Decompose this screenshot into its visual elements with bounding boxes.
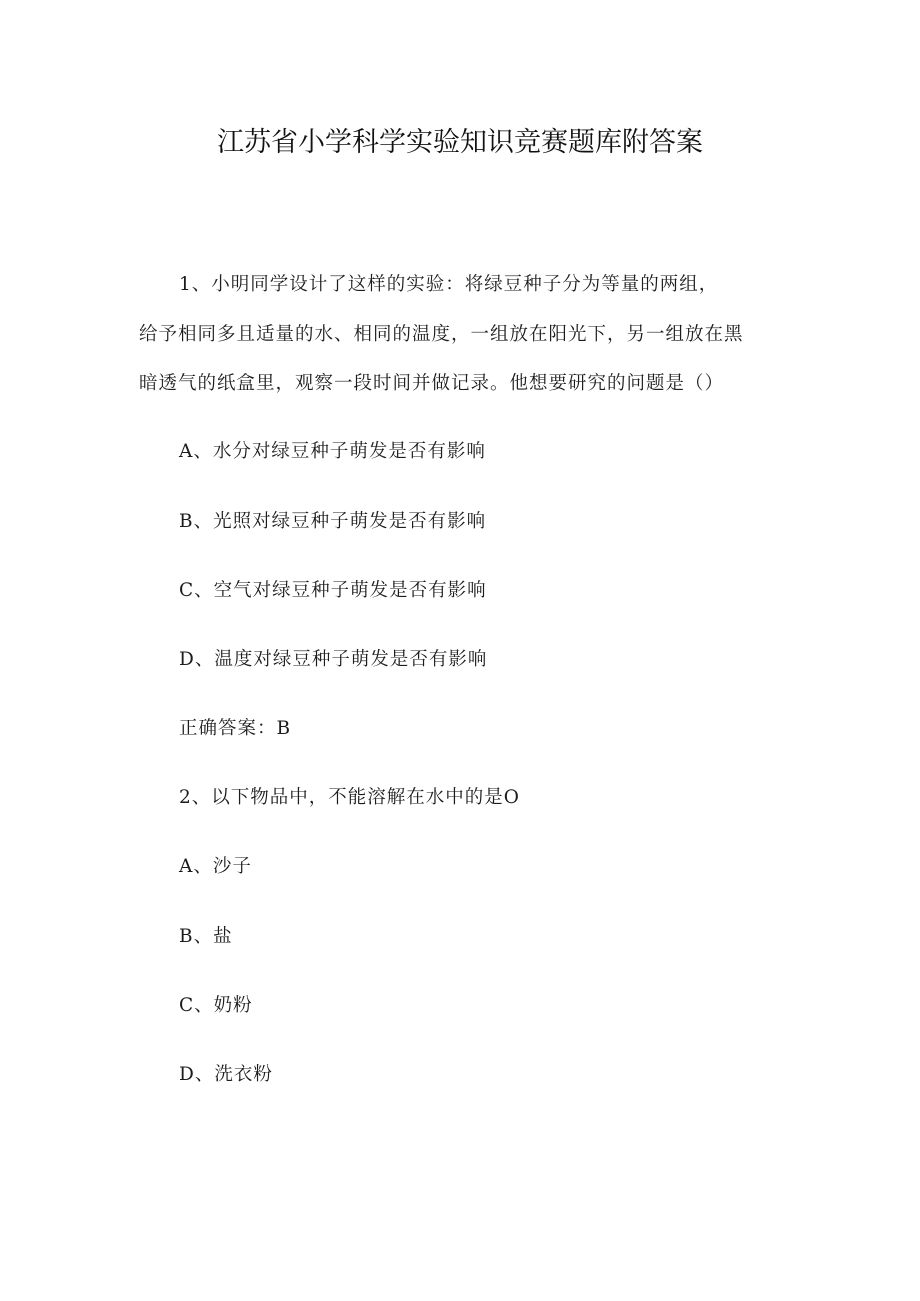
question-2-stem-line-1: 2、以下物品中，不能溶解在水中的是O: [179, 787, 520, 808]
question-2-option-c: C、奶粉: [179, 995, 253, 1016]
question-1-option-c: C、空气对绿豆种子萌发是否有影响: [179, 580, 487, 601]
question-2-option-d: D、洗衣粉: [179, 1064, 273, 1085]
question-1-stem-line-1: 1、小明同学设计了这样的实验：将绿豆种子分为等量的两组，: [179, 274, 719, 295]
question-1-answer: 正确答案：B: [179, 718, 292, 739]
question-2-option-a: A、沙子: [179, 856, 252, 877]
question-2-option-b: B、盐: [179, 926, 233, 947]
question-1-stem-line-3: 暗透气的纸盒里，观察一段时间并做记录。他想要研究的问题是（）: [139, 373, 725, 394]
question-1-stem-line-2: 给予相同多且适量的水、相同的温度，一组放在阳光下，另一组放在黑: [139, 324, 744, 345]
question-1-option-b: B、光照对绿豆种子萌发是否有影响: [179, 511, 487, 532]
question-1-option-a: A、水分对绿豆种子萌发是否有影响: [179, 441, 486, 462]
question-1-option-d: D、温度对绿豆种子萌发是否有影响: [179, 649, 488, 670]
document-title: 江苏省小学科学实验知识竞赛题库附答案: [217, 127, 703, 158]
